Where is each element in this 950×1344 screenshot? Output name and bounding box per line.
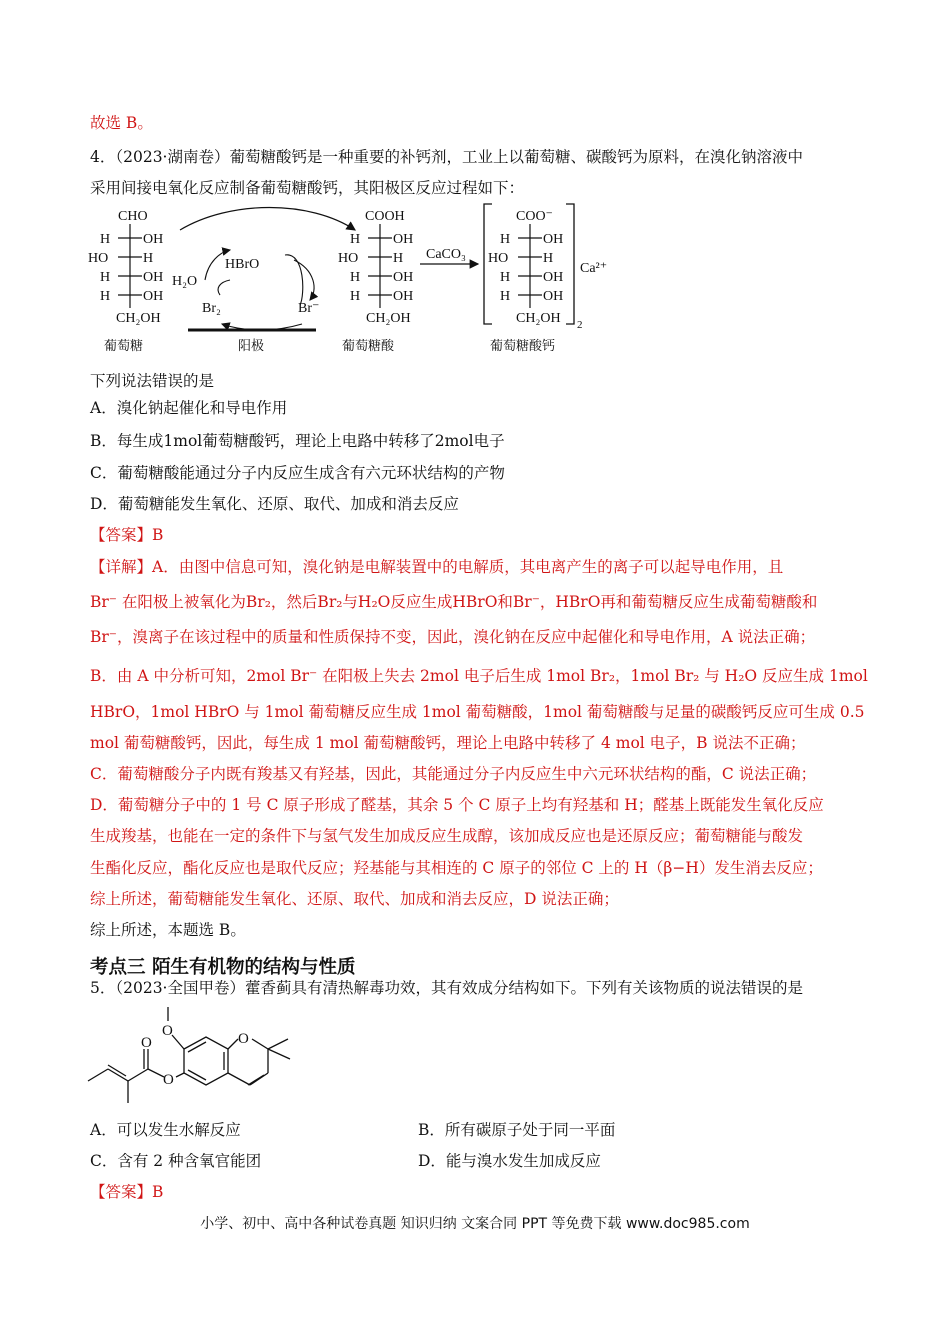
svg-text:CH₂OH: CH₂OH: [366, 311, 411, 326]
label-glucose: 葡萄糖: [104, 338, 144, 353]
question-4-stem-line1: 4．（2023·湖南卷）葡萄糖酸钙是一种重要的补钙剂，工业上以葡萄糖、碳酸钙为原料，在溴化钠溶液中: [90, 148, 803, 166]
svg-text:H: H: [350, 232, 361, 247]
svg-text:OH: OH: [543, 232, 564, 247]
glucose-cho: CHO: [118, 209, 148, 224]
svg-text:OH: OH: [393, 270, 414, 285]
answer-5: 【答案】B: [90, 1183, 164, 1201]
svg-text:H: H: [100, 270, 111, 285]
question-5-stem: 5．（2023·全国甲卷）藿香蓟具有清热解毒功效，其有效成分结构如下。下列有关该物质的说法错误的是: [90, 979, 803, 997]
detail-line: HBrO，1mol HBrO 与 1mol 葡萄糖反应生成 1mol 葡萄糖酸，1mol 葡萄糖酸与足量的碳酸钙反应可生成 0.5: [90, 703, 865, 721]
detail-line: 【详解】A．由图中信息可知，溴化钠是电解装置中的电解质，其电离产生的离子可以起导电作用，且: [90, 558, 784, 576]
molecule-structure: [80, 1005, 320, 1110]
svg-text:OH: OH: [143, 270, 164, 285]
svg-text:H: H: [543, 251, 554, 266]
page-footer: 小学、初中、高中各种试卷真题 知识归纳 文案合同 PPT 等免费下载 www.doc985.com: [200, 1216, 750, 1232]
option-5d: D．能与溴水发生加成反应: [418, 1152, 601, 1170]
option-5a: A．可以发生水解反应: [90, 1121, 241, 1139]
svg-text:OH: OH: [143, 289, 164, 304]
ring-oxygen: O: [238, 1031, 249, 1047]
svg-text:H: H: [500, 289, 511, 304]
option-4c: C．葡萄糖酸能通过分子内反应生成含有六元环状结构的产物: [90, 464, 505, 482]
svg-text:H: H: [500, 232, 511, 247]
svg-text:OH: OH: [393, 289, 414, 304]
label-calcium-gluconate: 葡萄糖酸钙: [490, 338, 556, 353]
svg-text:HO: HO: [88, 251, 109, 266]
summary-line: 综上所述，本题选 B。: [90, 921, 246, 939]
option-4d: D．葡萄糖能发生氧化、还原、取代、加成和消去反应: [90, 495, 459, 513]
svg-text:OH: OH: [543, 270, 564, 285]
carbonyl-oxygen: O: [141, 1035, 152, 1051]
detail-line: mol 葡萄糖酸钙，因此，每生成 1 mol 葡萄糖酸钙，理论上电路中转移了 4 mol 电子，B 说法不正确；: [90, 734, 806, 752]
water-label: H₂O: [172, 274, 198, 289]
svg-text:H: H: [500, 270, 511, 285]
bromide-label: Br⁻: [298, 301, 320, 316]
svg-text:H: H: [100, 232, 111, 247]
caco3-label: CaCO₃: [426, 247, 466, 262]
detail-line: C．葡萄糖酸分子内既有羧基又有羟基，因此，其能通过分子内反应生中六元环状结构的酯，C 说法正确；: [90, 765, 817, 783]
svg-text:OH: OH: [143, 232, 164, 247]
detail-line: 生酯化反应，酯化反应也是取代反应；羟基能与其相连的 C 原子的邻位 C 上的 H（β−H）发生消去反应；: [90, 859, 823, 877]
svg-text:COOH: COOH: [365, 209, 405, 224]
svg-text:H: H: [350, 270, 361, 285]
svg-text:H: H: [393, 251, 404, 266]
svg-text:OH: OH: [543, 289, 564, 304]
hbro-label: HBrO: [225, 257, 260, 272]
section-title: 考点三 陌生有机物的结构与性质: [90, 957, 356, 978]
answer-4: 【答案】B: [90, 526, 164, 544]
glucose-oxidation-scheme: [80, 200, 640, 360]
svg-text:H: H: [100, 289, 111, 304]
svg-text:HO: HO: [338, 251, 359, 266]
svg-text:H: H: [143, 251, 154, 266]
question-4-stem-line2: 采用间接电氧化反应制备葡萄糖酸钙，其阳极区反应过程如下：: [90, 179, 525, 197]
ester-oxygen: O: [163, 1072, 174, 1088]
bromine-label: Br₂: [202, 301, 221, 316]
svg-text:H: H: [350, 289, 361, 304]
previous-conclusion: 故选 B。: [90, 114, 153, 132]
label-anode: 阳极: [238, 338, 265, 353]
detail-line: 综上所述，葡萄糖能发生氧化、还原、取代、加成和消去反应，D 说法正确；: [90, 890, 619, 908]
detail-line: Br⁻ 在阳极上被氧化为Br₂，然后Br₂与H₂O反应生成HBrO和Br⁻，HBrO再和葡萄糖反应生成葡萄糖酸和: [90, 593, 818, 611]
detail-line: D．葡萄糖分子中的 1 号 C 原子形成了醛基，其余 5 个 C 原子上均有羟基和 H；醛基上既能发生氧化反应: [90, 796, 824, 814]
detail-line: B．由 A 中分析可知，2mol Br⁻ 在阳极上失去 2mol 电子后生成 1mol Br₂，1mol Br₂ 与 H₂O 反应生成 1mol: [90, 667, 868, 685]
svg-text:CH₂OH: CH₂OH: [516, 311, 561, 326]
option-4a: A．溴化钠起催化和导电作用: [90, 399, 288, 417]
detail-line: Br⁻，溴离子在该过程中的质量和性质保持不变，因此，溴化钠在反应中起催化和导电作用，A 说法正确；: [90, 628, 816, 646]
svg-text:HO: HO: [488, 251, 509, 266]
option-5c: C．含有 2 种含氧官能团: [90, 1152, 262, 1170]
label-gluconic-acid: 葡萄糖酸: [342, 338, 395, 353]
methoxy-oxygen: O: [162, 1023, 173, 1039]
option-4b: B．每生成1mol葡萄糖酸钙，理论上电路中转移了2mol电子: [90, 432, 505, 450]
calcium-ion: Ca²⁺: [580, 261, 608, 276]
detail-line: 生成羧基，也能在一定的条件下与氢气发生加成反应生成醇，该加成反应也是还原反应；葡萄糖能与酸发: [90, 827, 804, 845]
option-5b: B．所有碳原子处于同一平面: [418, 1121, 616, 1139]
svg-text:CH₂OH: CH₂OH: [116, 311, 161, 326]
svg-text:COO⁻: COO⁻: [516, 209, 553, 224]
svg-text:2: 2: [577, 319, 583, 331]
question-4-ask: 下列说法错误的是: [90, 372, 215, 390]
svg-text:OH: OH: [393, 232, 414, 247]
